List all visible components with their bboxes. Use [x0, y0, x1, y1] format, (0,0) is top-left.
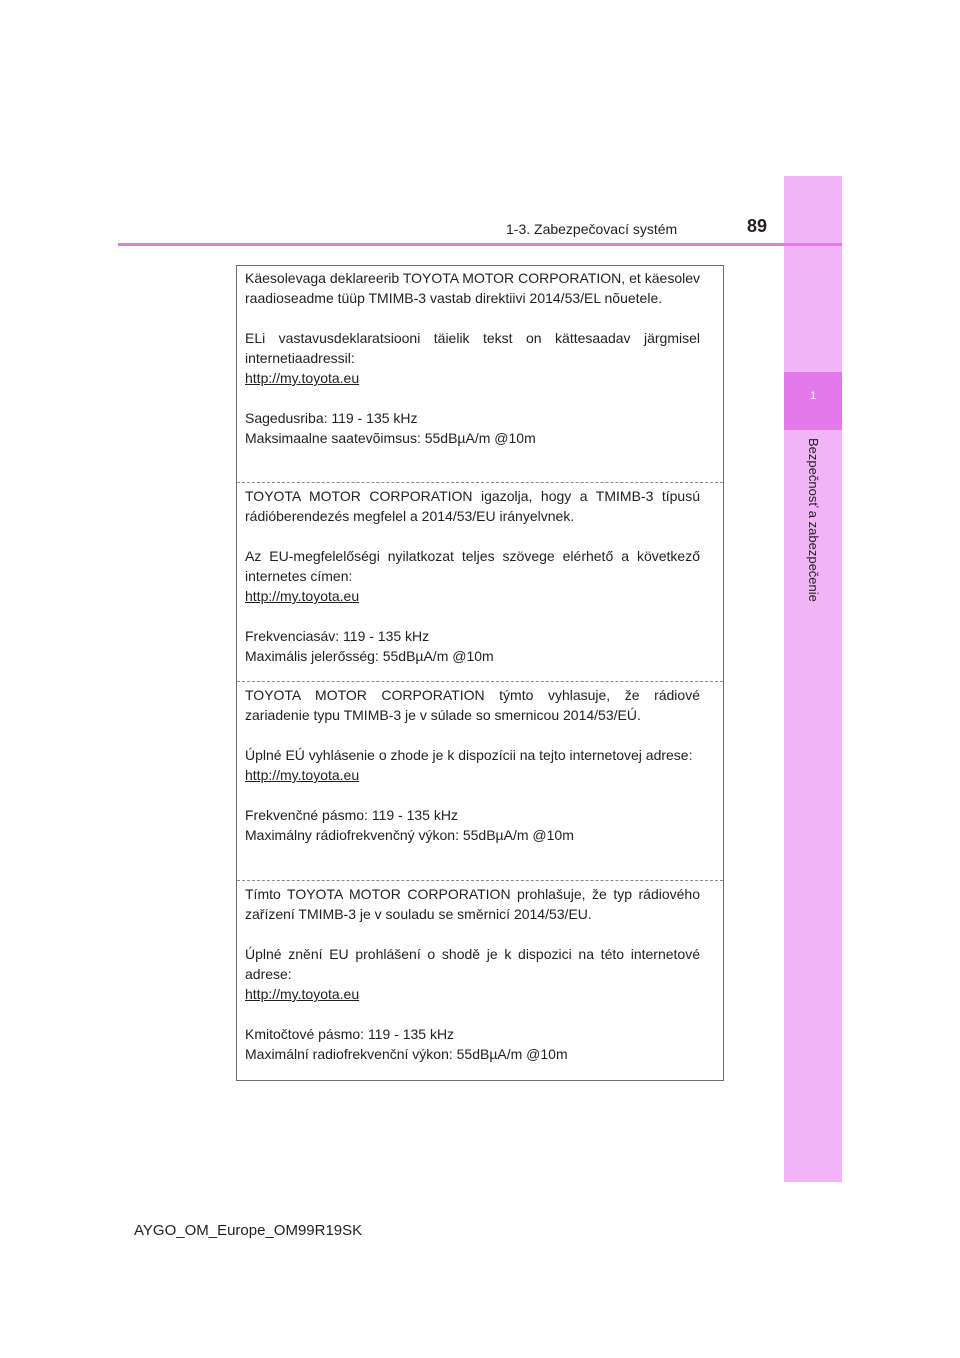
document-code: AYGO_OM_Europe_OM99R19SK [134, 1222, 363, 1239]
frequency-band: Frekvenciasáv: 119 - 135 kHz [245, 628, 430, 644]
website-link[interactable]: http://my.toyota.eu [245, 370, 360, 386]
declaration-text: Käesolevaga deklareerib TOYOTA MOTOR CORPORATION, et käesolev raadioseadme tüüp TMIMB-3 vastab direktiivi 2014/53/EL nõuetele. [245, 270, 700, 306]
max-power: Maximális jelerősség: 55dBµA/m @10m [245, 648, 494, 664]
website-link[interactable]: http://my.toyota.eu [245, 588, 360, 604]
notice-block-hungarian [245, 486, 700, 666]
website-link[interactable]: http://my.toyota.eu [245, 986, 360, 1002]
fulltext-notice: Az EU-megfelelőségi nyilatkozat teljes szövege elérhető a következő internetes címen: [245, 548, 700, 584]
fulltext-notice: ELi vastavusdeklaratsiooni täielik tekst on kättesaadav järgmisel internetiaadressil: [245, 330, 700, 366]
notice-block-slovak [245, 685, 700, 845]
declaration-text: TOYOTA MOTOR CORPORATION týmto vyhlasuje, že rádiové zariadenie typu TMIMB-3 je v súlade so smernicou 2014/53/EÚ. [245, 687, 700, 723]
frequency-band: Kmitočtové pásmo: 119 - 135 kHz [245, 1026, 455, 1042]
max-power: Maksimaalne saatevõimsus: 55dBµA/m @10m [245, 430, 536, 446]
website-link[interactable]: http://my.toyota.eu [245, 767, 360, 783]
max-power: Maximálny rádiofrekvenčný výkon: 55dBµA/m @10m [245, 827, 574, 843]
frequency-band: Frekvenčné pásmo: 119 - 135 kHz [245, 807, 458, 823]
notice-block-estonian [245, 268, 700, 448]
page-number: 89 [747, 216, 768, 236]
chapter-side-tab [784, 176, 842, 1182]
block-divider [237, 880, 723, 881]
frequency-band: Sagedusriba: 119 - 135 kHz [245, 410, 418, 426]
section-title: 1-3. Zabezpečovací systém [506, 221, 678, 237]
max-power: Maximální radiofrekvenční výkon: 55dBµA/m @10m [245, 1046, 568, 1062]
declaration-text: TOYOTA MOTOR CORPORATION igazolja, hogy a TMIMB-3 típusú rádióberendezés megfelel a 2014/53/EU irányelvnek. [245, 488, 700, 524]
block-divider [237, 482, 723, 483]
notice-block-czech [245, 884, 700, 1064]
fulltext-notice: Úplné znění EU prohlášení o shodě je k dispozici na této internetové adrese: [245, 946, 700, 982]
declaration-text: Tímto TOYOTA MOTOR CORPORATION prohlašuje, že typ rádiového zařízení TMIMB-3 je v souladu se směrnicí 2014/53/EU. [245, 886, 700, 922]
block-divider [237, 681, 723, 682]
chapter-title: Bezpečnosť a zabezpečenie [806, 438, 821, 602]
regulatory-notice-box [236, 265, 724, 1081]
fulltext-notice: Úplné EÚ vyhlásenie o zhode je k dispozícii na tejto internetovej adrese: [245, 747, 693, 763]
chapter-number: 1 [809, 390, 817, 402]
header-divider [118, 243, 842, 246]
